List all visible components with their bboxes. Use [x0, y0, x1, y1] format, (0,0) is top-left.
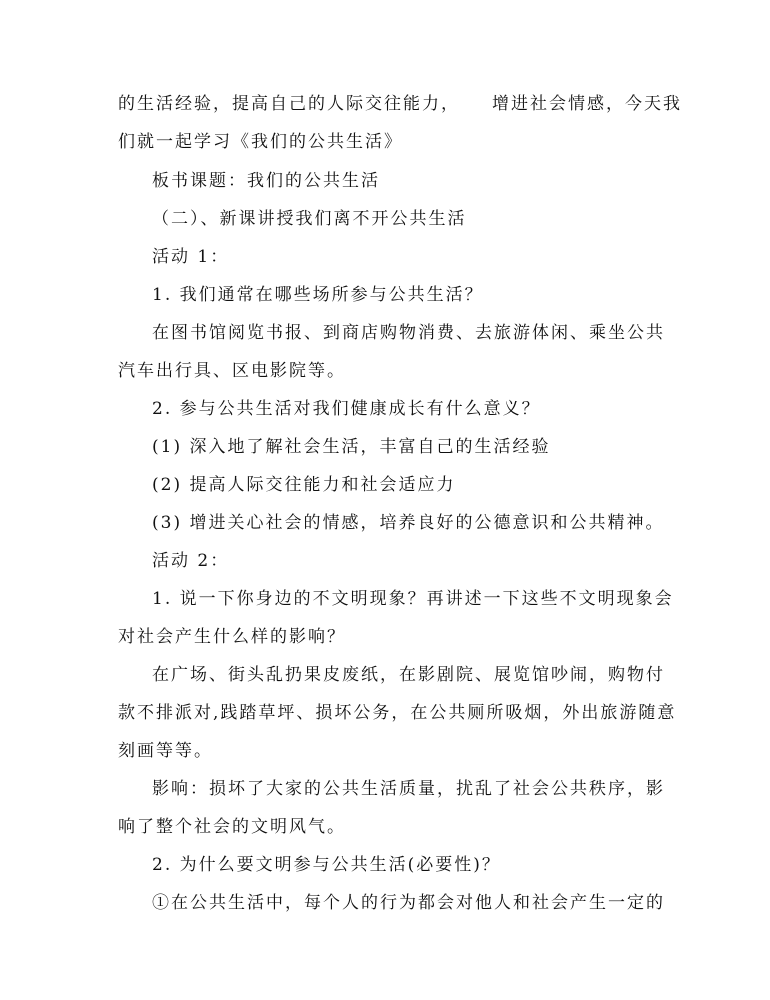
section-heading: （二）、新课讲授我们离不开公共生活 — [152, 209, 467, 229]
answer-line: 在图书馆阅览书报、到商店购物消费、去旅游体闲、乘坐公共 — [152, 323, 665, 343]
question-line: 对社会产生什么样的影响？ — [118, 627, 346, 647]
question-line: 2. 为什么要文明参与公共生活(必要性)？ — [152, 855, 501, 875]
text-segment: 增进社会情感，今天我 — [492, 94, 682, 114]
answer-line: 款不排派对,践踏草坪、损坏公务，在公共厕所吸烟，外出旅游随意 — [118, 703, 677, 723]
answer-line: 汽车出行具、区电影院等。 — [118, 361, 346, 381]
list-item: (1) 深入地了解社会生活，丰富自己的生活经验 — [152, 437, 551, 457]
question-line: 1. 我们通常在哪些场所参与公共生活？ — [152, 285, 484, 305]
answer-line: 在广场、街头乱扔果皮废纸，在影剧院、展览馆吵闹，购物付 — [152, 665, 665, 685]
paragraph-line: 们就一起学习《我们的公共生活》 — [118, 132, 403, 152]
text-segment: 的生活经验，提高自己的人际交往能力， — [118, 94, 460, 114]
board-title-line: 板书课题：我们的公共生活 — [152, 171, 380, 191]
question-line: 2. 参与公共生活对我们健康成长有什么意义？ — [152, 399, 541, 419]
list-item: (3) 增进关心社会的情感，培养良好的公德意识和公共精神。 — [152, 513, 665, 533]
list-item: (2) 提高人际交往能力和社会适应力 — [152, 475, 456, 495]
question-line: 1. 说一下你身边的不文明现象？再讲述一下这些不文明现象会 — [152, 589, 674, 609]
impact-line: 响了整个社会的文明风气。 — [118, 817, 346, 837]
activity-heading: 活动 1： — [152, 247, 230, 267]
activity-heading: 活动 2： — [152, 551, 230, 571]
answer-line: ①在公共生活中，每个人的行为都会对他人和社会产生一定的 — [152, 893, 665, 913]
answer-line: 刻画等等。 — [118, 741, 213, 761]
impact-line: 影响：损坏了大家的公共生活质量，扰乱了社会公共秩序，影 — [152, 779, 665, 799]
paragraph-line — [118, 93, 682, 115]
